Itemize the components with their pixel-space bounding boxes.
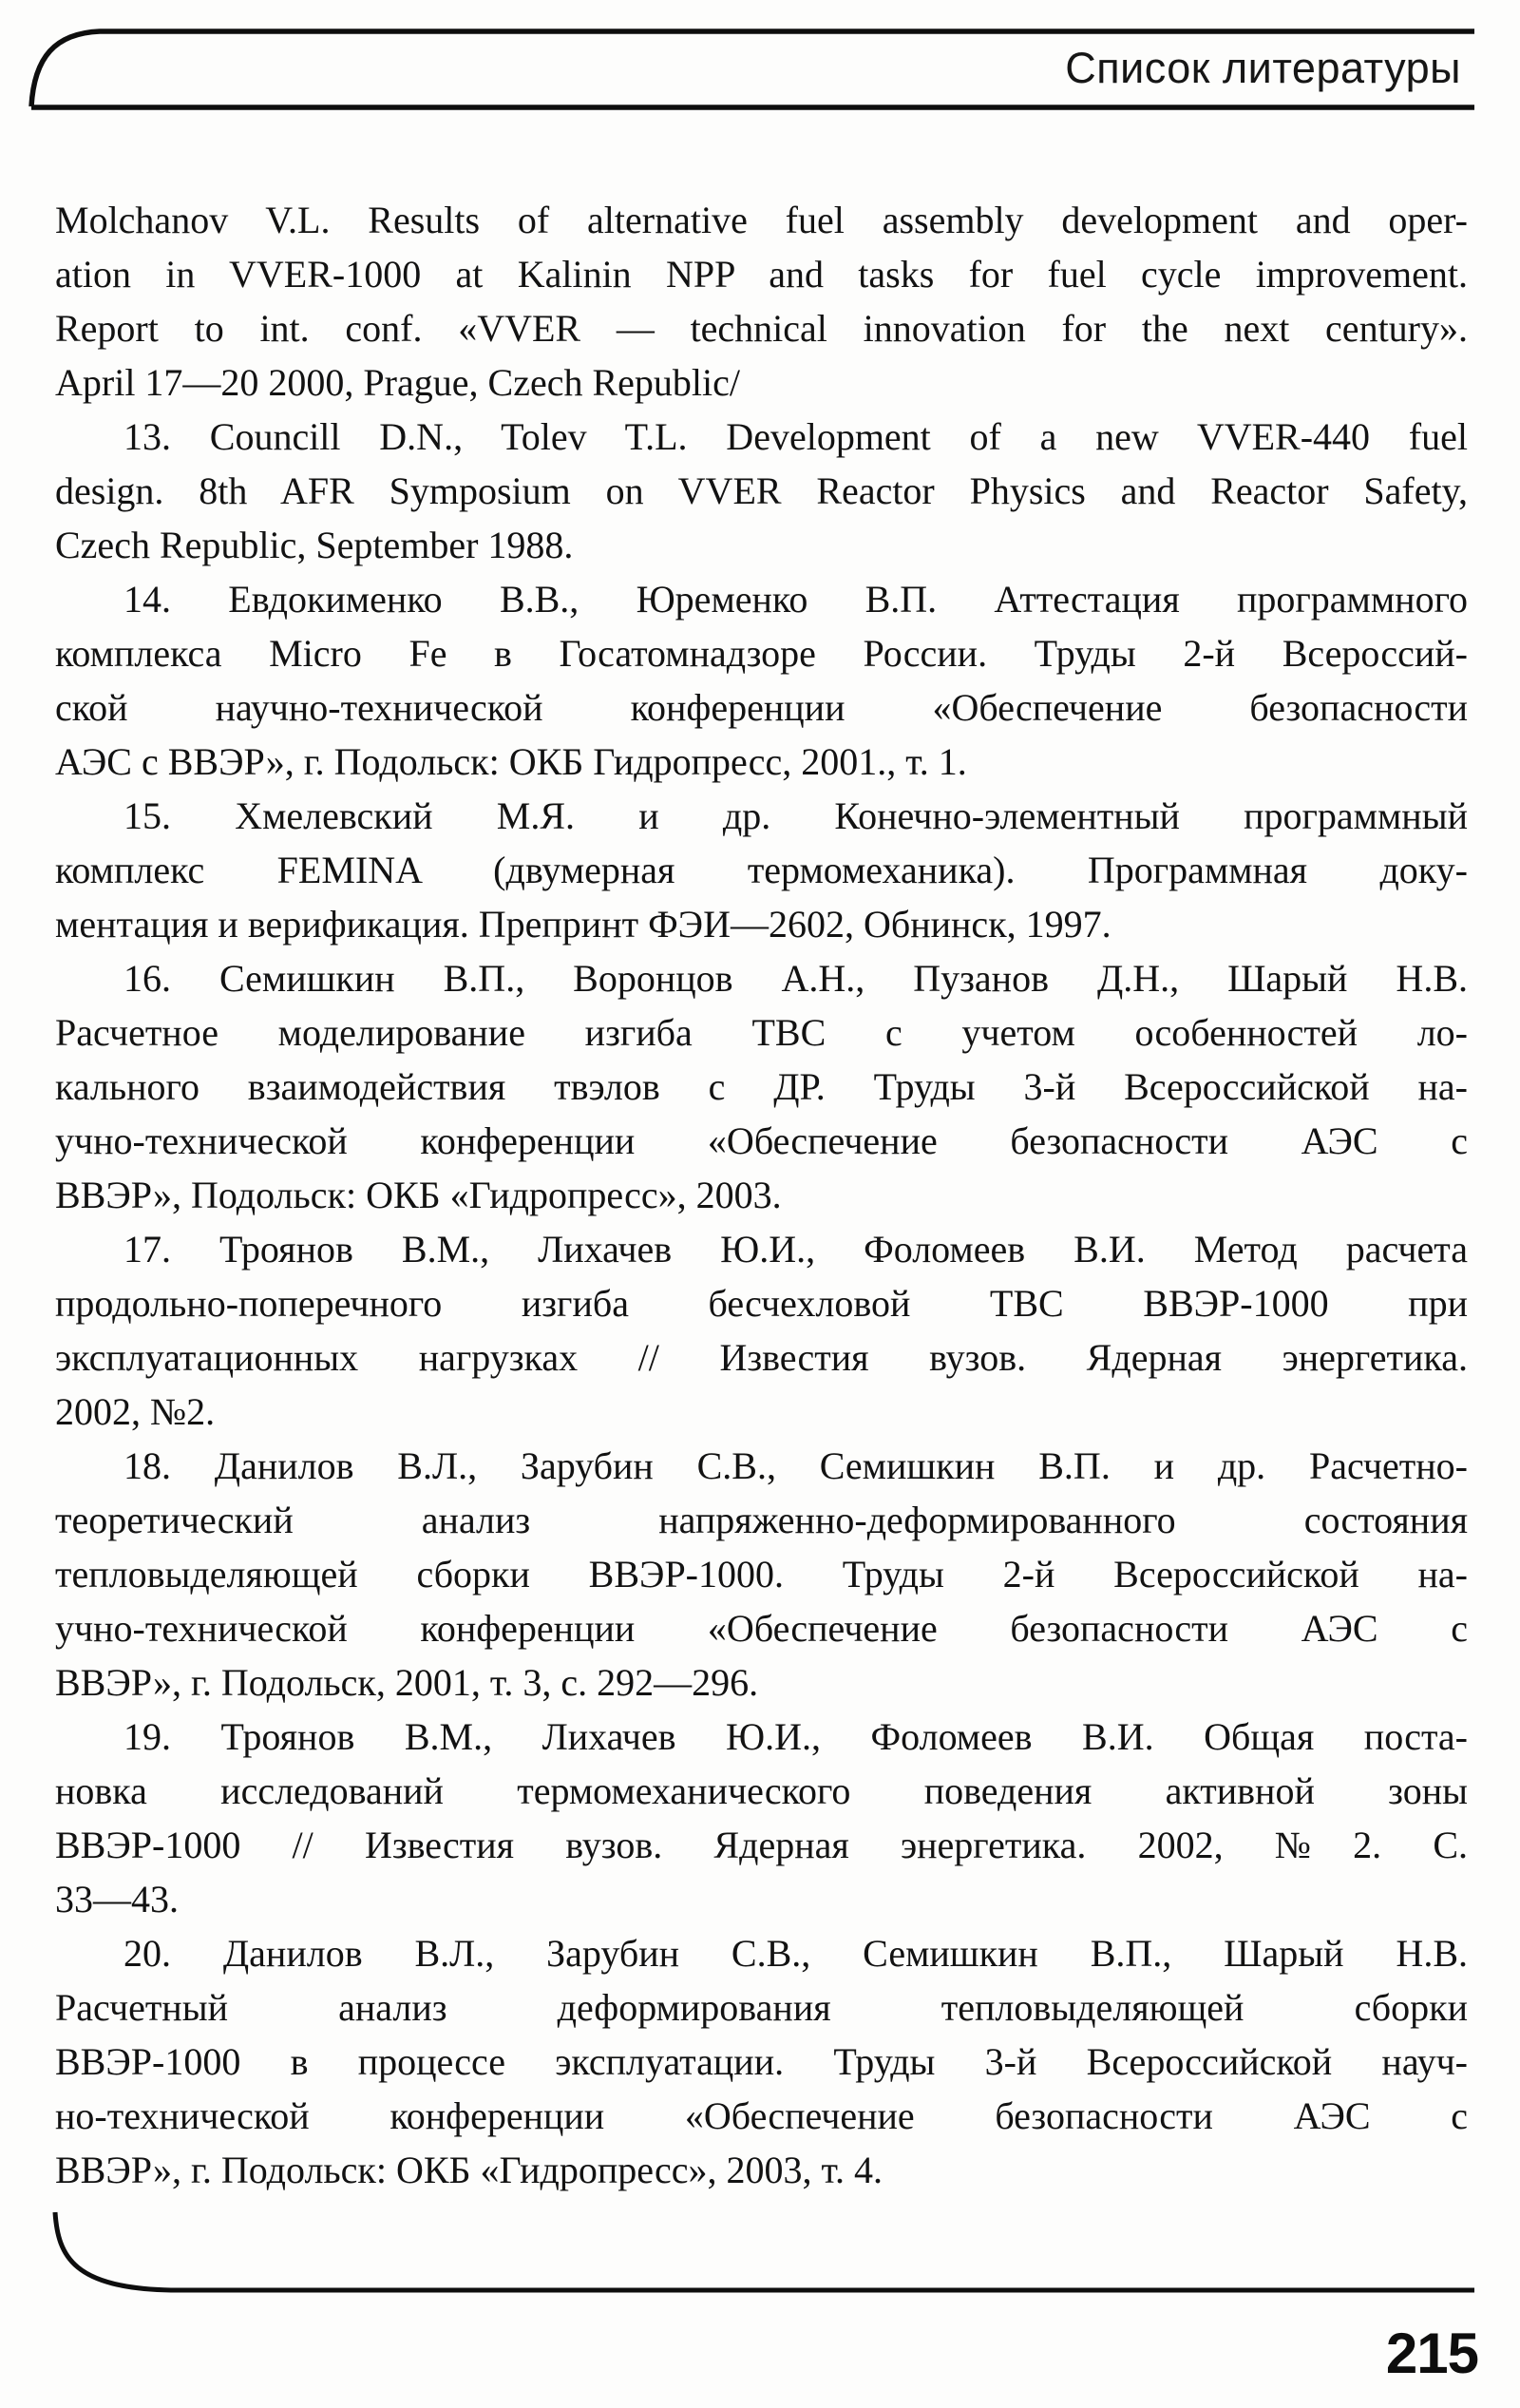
text-line: ВВЭР», г. Подольск: ОКБ «Гидропресс», 2003, т. 4.	[55, 2149, 883, 2191]
reference-paragraph	[55, 1222, 1468, 1439]
text-line: тепловыделяющей сборки ВВЭР-1000. Труды 2-й Всероссийской на-	[55, 1553, 1468, 1596]
text-line: 2002, №2.	[55, 1390, 216, 1433]
footer-rule-decoration	[0, 2205, 1520, 2328]
text-line: эксплуатационных нагрузках // Известия вузов. Ядерная энергетика.	[55, 1336, 1468, 1379]
text-line: комплекс FEMINA (двумерная термомеханика). Программная доку-	[55, 849, 1468, 891]
text-line: ВВЭР», Подольск: ОКБ «Гидропресс», 2003.	[55, 1174, 782, 1216]
text-line: теоретический анализ напряженно-деформированного состояния	[55, 1499, 1468, 1541]
text-line: Czech Republic, September 1988.	[55, 524, 574, 566]
reference-paragraph	[55, 1926, 1468, 2197]
text-line: April 17—20 2000, Prague, Czech Republic/	[55, 361, 740, 404]
text-line: Расчетный анализ деформирования тепловыделяющей сборки	[55, 1986, 1468, 2029]
text-line: кального взаимодействия твэлов с ДР. Труды 3-й Всероссийской на-	[55, 1065, 1468, 1108]
reference-paragraph	[55, 410, 1468, 572]
reference-paragraph	[55, 193, 1468, 410]
text-line: 15. Хмелевский М.Я. и др. Конечно-элементный программный	[124, 794, 1468, 837]
text-line: 16. Семишкин В.П., Воронцов А.Н., Пузанов Д.Н., Шарый Н.В.	[124, 957, 1468, 1000]
references-text	[55, 193, 1468, 2197]
text-line: комплекса Micro Fe в Госатомнадзоре России. Труды 2-й Всероссий-	[55, 632, 1468, 675]
text-line: учно-технической конференции «Обеспечение безопасности АЭС с	[55, 1607, 1468, 1650]
reference-paragraph	[55, 951, 1468, 1222]
text-line: продольно-поперечного изгиба бесчехловой ТВС ВВЭР-1000 при	[55, 1282, 1468, 1325]
reference-paragraph	[55, 572, 1468, 789]
text-line: учно-технической конференции «Обеспечение безопасности АЭС с	[55, 1119, 1468, 1162]
reference-paragraph	[55, 1710, 1468, 1926]
text-line: ментация и верификация. Препринт ФЭИ—2602, Обнинск, 1997.	[55, 903, 1112, 946]
text-line: новка исследований термомеханического поведения активной зоны	[55, 1769, 1468, 1812]
text-line: ВВЭР-1000 // Известия вузов. Ядерная энергетика. 2002, №2. С.	[55, 1824, 1468, 1866]
reference-paragraph	[55, 1439, 1468, 1710]
text-line: 14. Евдокименко В.В., Юременко В.П. Аттестация программного	[124, 578, 1468, 621]
reference-paragraph	[55, 789, 1468, 951]
text-line: ВВЭР-1000 в процессе эксплуатации. Труды 3-й Всероссийской науч-	[55, 2040, 1468, 2083]
text-line: 18. Данилов В.Л., Зарубин С.В., Семишкин В.П. и др. Расчетно-	[124, 1444, 1468, 1487]
text-line: Расчетное моделирование изгиба ТВС с учетом особенностей ло-	[55, 1011, 1468, 1054]
text-line: 13. Councill D.N., Tolev T.L. Development of a new VVER-440 fuel	[124, 415, 1468, 458]
text-line: Report to int. conf. «VVER — technical innovation for the next century».	[55, 307, 1468, 350]
text-line: 17. Троянов В.М., Лихачев Ю.И., Фоломеев В.И. Метод расчета	[124, 1228, 1468, 1271]
page-header-title: Список литературы	[1065, 44, 1461, 92]
text-line: 19. Троянов В.М., Лихачев Ю.И., Фоломеев В.И. Общая поста-	[124, 1715, 1468, 1758]
text-line: ation in VVER-1000 at Kalinin NPP and tasks for fuel cycle improvement.	[55, 253, 1468, 296]
text-line: АЭС с ВВЭР», г. Подольск: ОКБ Гидропресс, 2001., т. 1.	[55, 740, 967, 783]
text-line: Molchanov V.L. Results of alternative fuel assembly development and oper-	[55, 199, 1468, 241]
text-line: design. 8th AFR Symposium on VVER Reactor Physics and Reactor Safety,	[55, 469, 1468, 512]
text-line: 33—43.	[55, 1878, 179, 1921]
text-line: 20. Данилов В.Л., Зарубин С.В., Семишкин В.П., Шарый Н.В.	[124, 1932, 1468, 1975]
text-line: но-технической конференции «Обеспечение безопасности АЭС с	[55, 2094, 1468, 2137]
text-line: ской научно-технической конференции «Обеспечение безопасности	[55, 686, 1468, 729]
text-line: ВВЭР», г. Подольск, 2001, т. 3, с. 292—296.	[55, 1661, 759, 1704]
page-number: 215	[1385, 2322, 1478, 2385]
